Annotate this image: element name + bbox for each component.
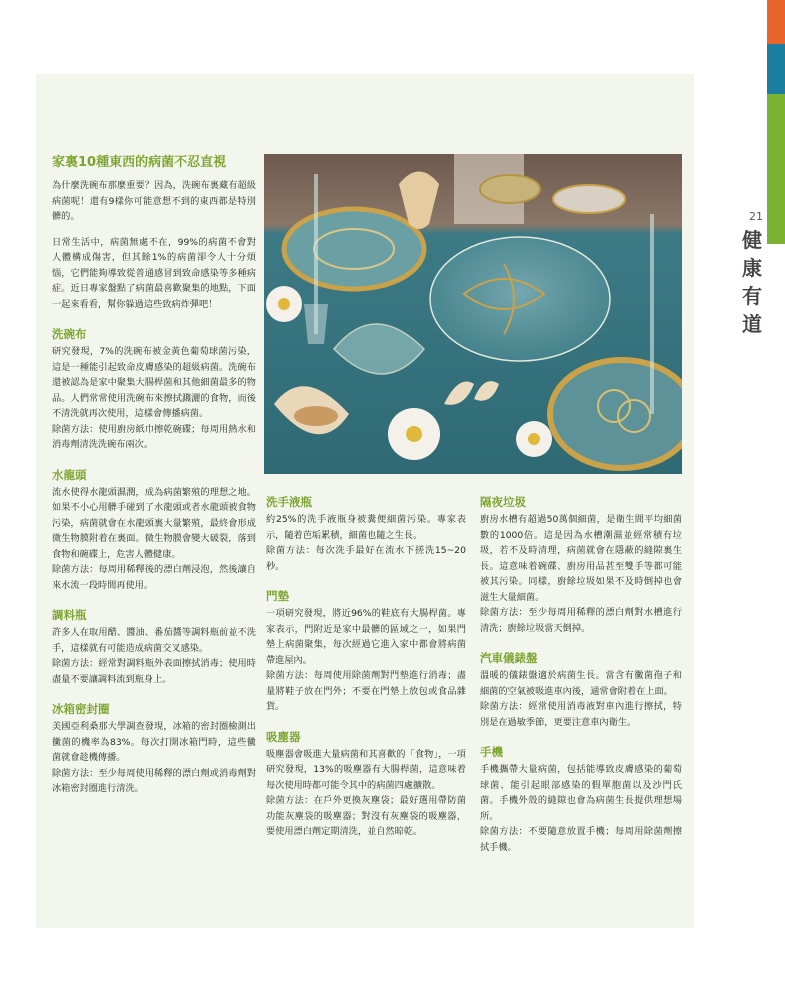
column-left xyxy=(52,154,256,797)
section-paragraph: 美國亞利桑那大學調查發現，冰箱的密封圈檢測出黴菌的機率為83%。每次打開冰箱門時，這些黴菌就會趁機傳播。 xyxy=(52,721,256,763)
section-paragraph: 許多人在取用醋、醬油、番茄醬等調料瓶前並不洗手，這樣就有可能造成病菌交叉感染。 xyxy=(52,627,256,654)
section-heading: 冰箱密封圈 xyxy=(52,702,110,716)
section-paragraph: 手機攜帶大量病菌，包括能導致皮膚感染的葡萄球菌、能引起眼部感染的假單胞菌以及沙門氏菌。手機外殼的縫隙也會為病菌生長提供理想場所。 xyxy=(480,764,682,822)
section-heading: 汽車儀錶盤 xyxy=(480,651,538,665)
section-heading: 手機 xyxy=(480,745,503,759)
strip-blue xyxy=(767,44,785,94)
section-paragraph: 除菌方法：每周用稀釋後的漂白劑浸泡，然後讓自來水流一段時間再使用。 xyxy=(52,564,256,591)
intro-paragraph: 日常生活中，病菌無處不在，99%的病菌不會對人體構成傷害，但其餘1%的病菌卻令人十分煩惱，它們能夠導致從普通感冒到致命感染等多種病症。近日專家盤點了病菌最喜歡聚集的地點，下面一起來看看，幫你躲過這些致病炸彈吧！ xyxy=(52,236,256,310)
section-heading: 水龍頭 xyxy=(52,467,87,482)
section-title-char: 健 xyxy=(742,228,762,252)
section-title-vertical xyxy=(741,226,763,338)
section-paragraph: 除菌方法：至少每周使用稀釋的漂白劑或消毒劑對冰箱密封圈進行清洗。 xyxy=(52,767,256,794)
glass-plates-illustration xyxy=(264,154,682,474)
section-paragraph: 一項研究發現，將近96%的鞋底有大腸桿菌。專家表示，門附近是家中最髒的區域之一，如果門墊上病菌聚集，每次經過它進入家中都會將病菌帶進屋內。 xyxy=(266,608,466,666)
section-paragraph: 除菌方法：不要隨意放置手機；每周用除菌劑擦拭手機。 xyxy=(480,826,682,853)
strip-green xyxy=(767,94,785,244)
section-paragraph: 除菌方法：使用廚房紙巾擦乾碗碟；每周用熱水和消毒劑清洗洗碗布兩次。 xyxy=(52,423,256,450)
section-paragraph: 約25%的洗手液瓶身被糞便細菌污染。專家表示，隨着芭垢累積，細菌也隨之生長。 xyxy=(266,514,466,541)
intro-paragraph: 為什麼洗碗布那麼重要？因為，洗碗布裏藏有超級病菌呢！還有9樣你可能意想不到的東西都是特別髒的。 xyxy=(52,180,256,222)
column-right xyxy=(480,494,682,855)
section-paragraph: 除菌方法：每周使用除菌劑對門墊進行消毒；盡量將鞋子放在門外；不要在門墊上放包或食品雜貨。 xyxy=(266,670,466,712)
section-heading: 洗手液瓶 xyxy=(266,495,312,509)
section-title-char: 有 xyxy=(742,284,762,308)
section-paragraph: 除菌方法：在戶外更換灰塵袋；最好選用帶防菌功能灰塵袋的吸塵器；對沒有灰塵袋的吸塵器，要使用漂白劑定期清洗，並自然晾乾。 xyxy=(266,795,466,837)
section-paragraph: 除菌方法：經常對調料瓶外表面擦拭消毒；使用時盡量不要讓調料流到瓶身上。 xyxy=(52,658,256,685)
section-heading: 調料瓶 xyxy=(52,608,87,622)
section-paragraph: 廚房水槽有超過50萬個細菌，是衛生間平均細菌數的1000倍。這是因為水槽潮濕並經常積有垃圾，若不及時清理，病菌就會在隱蔽的縫隙裏生長。這意味着碗碟、廚房用品甚至雙手等都可能被其污染。同樣，廚餘垃圾如果不及時倒掉也會滋生大量細菌。 xyxy=(480,514,682,603)
section-paragraph: 流水使得水龍頭濕潤，成為病菌繁殖的理想之地。如果不小心用髒手碰到了水龍頭或者水龍頭被食物污染，病菌就會在水龍頭裏大量繁殖，最終會形成微生物膜附着在裏面。微生物膜會變大破裂，落到食物和碗碟上，危害人體健康。 xyxy=(52,486,256,560)
section-paragraph: 除菌方法：經常使用消毒液對車內進行擦拭，特別是在過敏季節，更要注意車內衛生。 xyxy=(480,701,682,728)
section-heading: 洗碗布 xyxy=(52,327,87,341)
section-heading: 隔夜垃圾 xyxy=(480,495,526,509)
section-paragraph: 研究發現，7%的洗碗布被金黃色葡萄球菌污染，這是一種能引起致命皮膚感染的超級病菌。洗碗布還被認為是家中聚集大腸桿菌和其他細菌最多的物品。人們常常使用洗碗布來擦拭濺灑的食物，而後不清洗就再次使用，這樣會傳播病菌。 xyxy=(52,346,256,419)
section-title-char: 康 xyxy=(742,256,762,280)
section-heading: 門墊 xyxy=(266,589,289,603)
side-color-strip xyxy=(767,0,785,1000)
section-title-char: 道 xyxy=(742,312,762,336)
section-paragraph: 除菌方法：每次洗手最好在流水下搓洗15~20秒。 xyxy=(266,545,466,572)
article-panel xyxy=(36,74,694,928)
strip-orange xyxy=(767,0,785,44)
section-heading: 吸塵器 xyxy=(266,729,301,744)
section-paragraph: 溫暖的儀錶盤適於病菌生長。當含有黴菌孢子和細菌的空氣被吸進車內後，通常會附着在上面。 xyxy=(480,670,682,697)
section-paragraph: 吸塵器會吸進大量病菌和其喜歡的「食物」，一項研究發現，13%的吸塵器有大腸桿菌，這意味着每次使用時都可能令其中的病菌四處擴散。 xyxy=(266,748,466,791)
column-middle xyxy=(266,494,466,840)
table-setting-photo xyxy=(264,154,682,474)
section-paragraph: 除菌方法：至少每周用稀釋的漂白劑對水槽進行清洗；廚餘垃圾當天倒掉。 xyxy=(480,607,682,634)
page-number: 21 xyxy=(749,210,763,223)
article-title: 家裏10種東西的病菌不忍直視 xyxy=(52,155,227,170)
